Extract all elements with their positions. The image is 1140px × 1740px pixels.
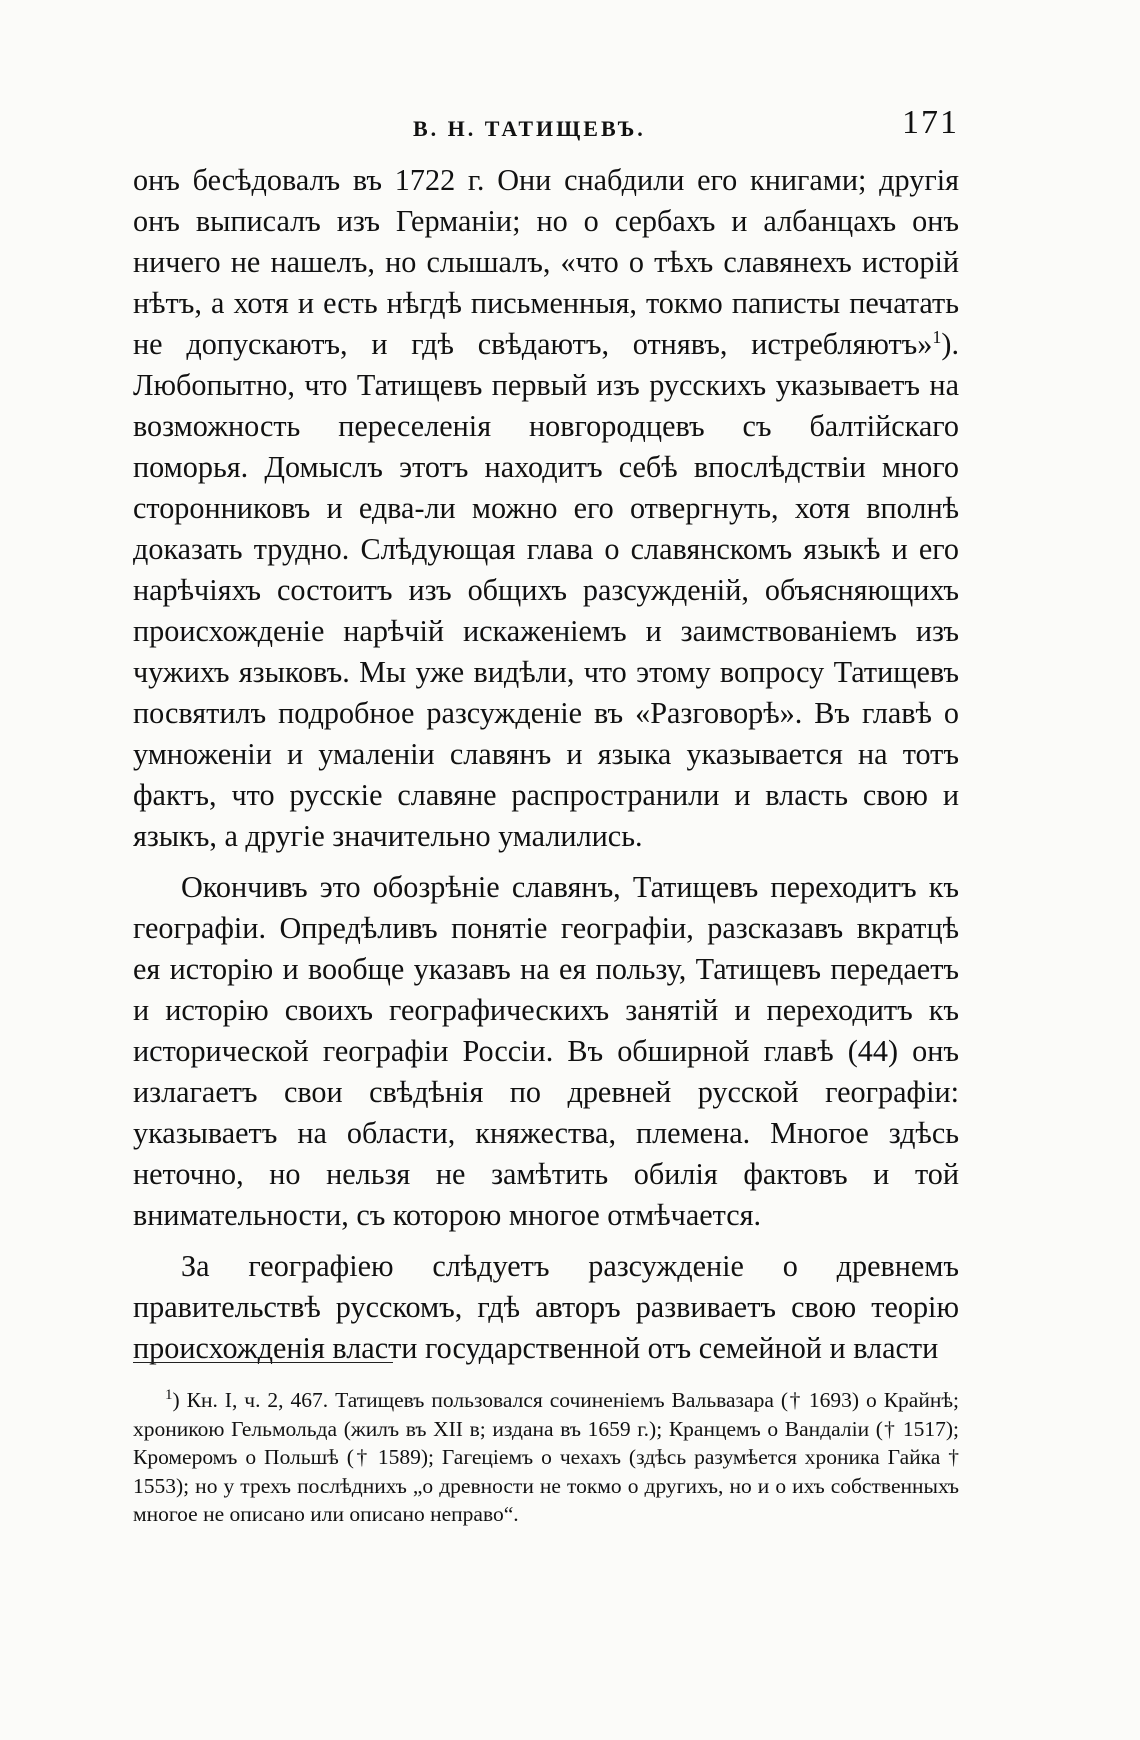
page-number: 171 xyxy=(902,104,959,141)
footnote-marker: 1 xyxy=(165,1386,173,1403)
running-title: В. Н. ТАТИЩЕВЪ. xyxy=(413,116,646,141)
paragraph-3: За географіею слѣдуетъ разсужденіе о древнемъ правительствѣ русскомъ, гдѣ авторъ развиваетъ свою теорію происхожденія власти государственной отъ семейной и власти xyxy=(133,1249,959,1365)
paragraph-1-text-b: ). Любопытно, что Татищевъ первый изъ русскихъ указываетъ на возможность переселенія новгородцевъ съ балтійскаго поморья. Домыслъ этотъ находитъ себѣ впослѣдствіи много сторонниковъ и едва-ли можно его отвергнуть, хотя вполнѣ доказать трудно. Слѣдующая глава о славянскомъ языкѣ и его нарѣчіяхъ состоитъ изъ общихъ разсужденій, объясняющихъ происхожденіе нарѣчій искаженіемъ и заимствованіемъ изъ чужихъ языковъ. Мы уже видѣли, что этому вопросу Татищевъ посвятилъ подробное разсужденіе въ «Разговорѣ». Въ главѣ о умноженіи и умаленіи славянъ и языка указывается на тотъ фактъ, что русскіе славяне распространили и власть свою и языкъ, а другіе значительно умалились. xyxy=(133,327,959,853)
running-head xyxy=(133,104,959,144)
paragraph-1-text-a: онъ бесѣдовалъ въ 1722 г. Они снабдили его книгами; другія онъ выписалъ изъ Германіи; но о сербахъ и албанцахъ онъ ничего не нашелъ, но слышалъ, «что о тѣхъ славянехъ исторій нѣтъ, а хотя и есть нѣгдѣ письменныя, токмо паписты печатать не допускаютъ, и гдѣ свѣдаютъ, отнявъ, истребляютъ» xyxy=(133,163,959,361)
footnote-divider xyxy=(133,1362,393,1363)
footnotes xyxy=(133,1386,959,1529)
footnote-1-text: ) Кн. I, ч. 2, 467. Татищевъ пользовался сочиненіемъ Вальвазара († 1693) о Крайнѣ; хроникою Гельмольда (жилъ въ XII в; издана въ 1659 г.); Кранцемъ о Вандаліи († 1517); Кромеромъ о Польшѣ († 1589); Гагеціемъ о чехахъ (здѣсь разумѣется хроника Гайка † 1553); но у трехъ послѣднихъ „о древности не токмо о другихъ, но и о ихъ собственныхъ многое не описано или описано неправо“. xyxy=(133,1388,959,1526)
footnote-reference[interactable]: 1 xyxy=(932,326,942,347)
footnote-1 xyxy=(133,1386,959,1529)
body-text xyxy=(133,160,959,1369)
paragraph-2: Окончивъ это обозрѣніе славянъ, Татищевъ переходитъ къ географіи. Опредѣливъ понятіе географіи, разсказавъ вкратцѣ ея исторію и вообще указавъ на ея пользу, Татищевъ передаетъ и исторію своихъ географическихъ занятій и переходитъ къ исторической географіи Россіи. Въ обширной главѣ (44) онъ излагаетъ свои свѣдѣнія по древней русской географіи: указываетъ на области, княжества, племена. Многое здѣсь неточно, но нельзя не замѣтить обилія фактовъ и той внимательности, съ которою многое отмѣчается. xyxy=(133,870,959,1232)
paragraph-1 xyxy=(133,160,959,857)
